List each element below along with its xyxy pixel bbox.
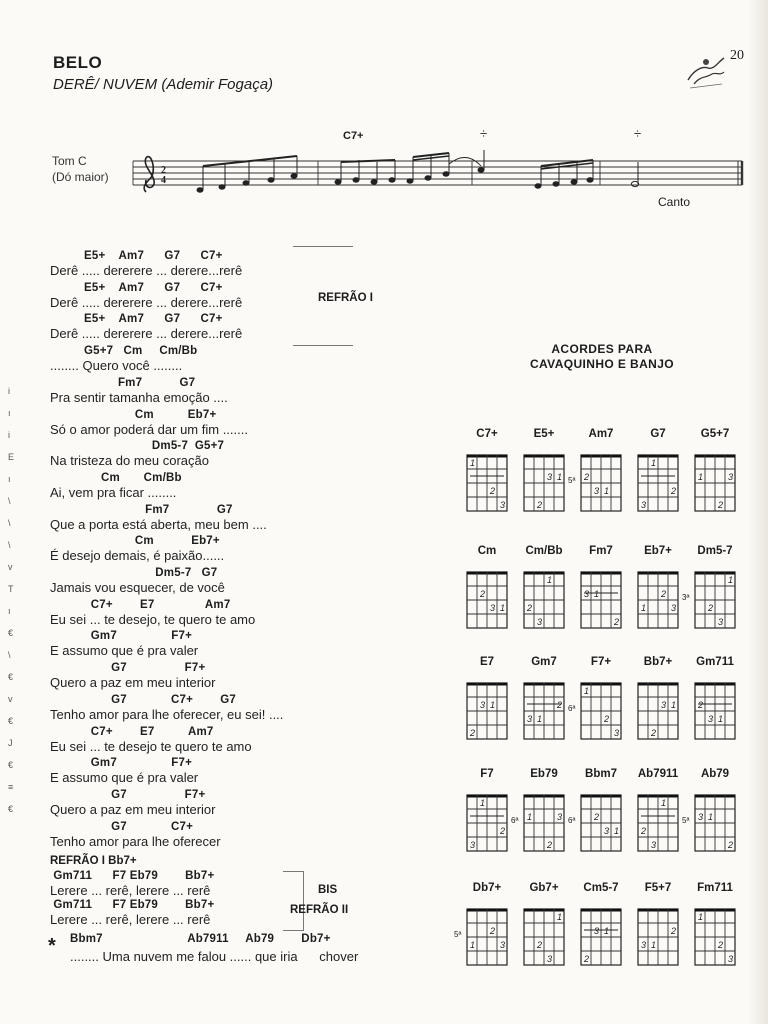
svg-text:1: 1 xyxy=(614,826,620,836)
svg-text:3: 3 xyxy=(708,714,714,724)
chord-name: F7+ xyxy=(590,656,612,668)
svg-text:1: 1 xyxy=(547,575,553,585)
lyric-line: Derê ..... dererere ... derere...rerê xyxy=(50,294,243,310)
svg-text:1: 1 xyxy=(470,458,476,468)
chord-name: G7 xyxy=(650,428,666,440)
svg-text:3: 3 xyxy=(584,589,590,599)
final-lyric-line: ........ Uma nuvem me falou ...... que iria chover xyxy=(70,949,359,964)
lyric-line: Quero a paz em meu interior xyxy=(50,801,216,817)
svg-text:3: 3 xyxy=(651,840,657,850)
svg-text:3: 3 xyxy=(500,500,506,510)
svg-text:3: 3 xyxy=(490,603,496,613)
lyric-line: Tenho amor para lhe oferecer, eu sei! .... xyxy=(50,706,284,722)
chord-name: F7 xyxy=(480,768,494,780)
lyric-line: Eu sei ... te desejo te quero te amo xyxy=(50,738,252,754)
svg-text:2: 2 xyxy=(671,926,677,936)
repeat-mark-2: ÷ xyxy=(634,126,642,141)
chord-name: G5+7 xyxy=(700,428,730,440)
lyric-line: Eu sei ... te desejo, te quero te amo xyxy=(50,611,256,627)
refrain-bracket-top xyxy=(293,246,353,247)
svg-text:2: 2 xyxy=(537,940,543,950)
svg-text:3: 3 xyxy=(594,926,600,936)
chord-line: Dm5-7 G7 xyxy=(84,567,218,579)
chord-name: Cm5-7 xyxy=(583,882,619,894)
lyric-line: Que a porta está aberta, meu bem .... xyxy=(50,516,267,532)
svg-text:1: 1 xyxy=(698,912,704,922)
chord-name: E7 xyxy=(479,656,495,668)
music-staff xyxy=(0,0,768,240)
chord-line: G7 F7+ xyxy=(84,662,206,675)
lyric-line: Derê ..... dererere ... derere...rerê xyxy=(50,326,243,342)
svg-text:1: 1 xyxy=(671,700,677,710)
svg-text:1: 1 xyxy=(527,812,533,822)
svg-text:3: 3 xyxy=(671,603,677,613)
chord-line: G5+7 Cm Cm/Bb xyxy=(84,345,198,358)
chord-diagram xyxy=(523,794,565,854)
svg-text:1: 1 xyxy=(641,603,647,613)
chord-line: C7+ E7 Am7 xyxy=(84,598,231,611)
svg-text:2: 2 xyxy=(547,840,553,850)
chord-name: Dm5-7 xyxy=(697,545,733,557)
lyric-line: Quero a paz em meu interior xyxy=(50,675,216,691)
chord-diagram xyxy=(637,571,679,631)
chord-name: Gb7+ xyxy=(529,882,559,894)
chord-diagram xyxy=(580,794,622,854)
chord-line: Cm Eb7+ xyxy=(84,535,220,548)
svg-text:1: 1 xyxy=(490,700,496,710)
fret-marker: 6ª xyxy=(568,704,576,713)
chord-diagram xyxy=(637,682,679,742)
svg-text:3: 3 xyxy=(661,700,667,710)
svg-text:3: 3 xyxy=(537,617,543,627)
svg-text:2: 2 xyxy=(718,940,724,950)
chord-name: Ab79 xyxy=(700,768,730,780)
lyric-line: Derê ..... dererere ... derere...rerê xyxy=(50,263,243,278)
chord-line: Gm7 F7+ xyxy=(84,757,193,770)
svg-text:2: 2 xyxy=(708,603,714,613)
lyric-line: Tenho amor para lhe oferecer xyxy=(50,833,221,849)
star-marker: * xyxy=(48,935,56,957)
lyric-line: Pra sentir tamanha emoção .... xyxy=(50,389,228,405)
svg-text:2: 2 xyxy=(671,486,677,496)
refrain-lyric-line: Lerere ... rerê, lerere ... rerê xyxy=(50,883,211,898)
refrao-2-label: REFRÃO II xyxy=(290,904,349,916)
svg-text:1: 1 xyxy=(651,940,657,950)
svg-text:2: 2 xyxy=(537,500,543,510)
ornament-icon xyxy=(684,50,728,90)
fret-marker: 6ª xyxy=(511,816,519,825)
svg-text:2: 2 xyxy=(490,926,496,936)
svg-text:1: 1 xyxy=(604,486,610,496)
svg-text:3: 3 xyxy=(547,954,553,964)
refrao-1-inline-text: REFRÃO I xyxy=(50,855,105,867)
chord-chart-title-1: ACORDES PARA xyxy=(551,342,653,356)
chord-diagram xyxy=(466,571,508,631)
chord-diagram xyxy=(523,682,565,742)
chord-line: C7+ E7 Am7 xyxy=(84,725,214,738)
chord-diagram xyxy=(694,454,736,514)
chord-line: E5+ Am7 G7 C7+ xyxy=(84,250,223,262)
lyric-line: Jamais vou esquecer, de você xyxy=(50,580,225,595)
svg-text:2: 2 xyxy=(490,486,496,496)
svg-text:2: 2 xyxy=(718,500,724,510)
svg-text:3: 3 xyxy=(641,500,647,510)
svg-text:1: 1 xyxy=(661,798,667,808)
refrao-1-inline xyxy=(50,855,137,867)
chord-line: Fm7 G7 xyxy=(84,376,196,389)
margin-marks: i ı i E ı \ \ \ v T ı € \ € v € J € ≡ € xyxy=(8,386,15,814)
fret-marker: 5ª xyxy=(682,816,690,825)
svg-text:3: 3 xyxy=(500,940,506,950)
svg-text:3: 3 xyxy=(480,700,486,710)
key-line-2: (Dó maior) xyxy=(52,170,109,184)
svg-text:2: 2 xyxy=(651,728,657,738)
svg-text:2: 2 xyxy=(641,826,647,836)
svg-text:3: 3 xyxy=(728,954,734,964)
fret-marker: 5ª xyxy=(568,476,576,485)
svg-text:3: 3 xyxy=(594,486,600,496)
chord-name: Eb79 xyxy=(530,768,558,780)
svg-text:2: 2 xyxy=(470,728,476,738)
chord-line: G7 C7+ xyxy=(84,820,194,833)
svg-text:3: 3 xyxy=(614,728,620,738)
refrao-1-label: REFRÃO I xyxy=(318,292,373,304)
svg-text:1: 1 xyxy=(708,812,714,822)
song-subtitle: DERÊ/ NUVEM (Ademir Fogaça) xyxy=(53,76,274,93)
svg-text:2: 2 xyxy=(614,617,620,627)
svg-text:3: 3 xyxy=(527,714,533,724)
chord-line: G7 F7+ xyxy=(84,788,206,801)
chord-name: Ab7911 xyxy=(637,768,679,780)
chord-diagram xyxy=(523,454,565,514)
page-edge xyxy=(748,0,768,1024)
refrain-lyric-line: Lerere ... rerê, lerere ... rerê xyxy=(50,912,211,927)
svg-text:1: 1 xyxy=(480,798,486,808)
chord-line: Dm5-7 G5+7 xyxy=(84,440,225,453)
svg-text:3: 3 xyxy=(547,472,553,482)
svg-text:1: 1 xyxy=(537,714,543,724)
chord-diagram xyxy=(466,454,508,514)
svg-text:2: 2 xyxy=(527,603,533,613)
fret-marker: 3ª xyxy=(682,593,690,602)
chord-diagram xyxy=(694,908,736,968)
chord-diagram xyxy=(637,794,679,854)
svg-text:1: 1 xyxy=(594,589,600,599)
chord-diagram xyxy=(466,908,508,968)
chord-diagram xyxy=(580,571,622,631)
chord-diagram xyxy=(694,682,736,742)
chord-diagram xyxy=(523,908,565,968)
bis-label: BIS xyxy=(318,884,338,896)
chord-line: Gm7 F7+ xyxy=(84,630,193,643)
final-chord-line: Bbm7 Ab7911 Ab79 Db7+ xyxy=(70,933,331,945)
fret-marker: 6ª xyxy=(568,816,576,825)
bis-bracket xyxy=(283,871,304,931)
chord-name: Eb7+ xyxy=(644,545,672,557)
svg-text:2: 2 xyxy=(584,954,590,964)
key-line-1: Tom C xyxy=(52,154,87,168)
svg-text:1: 1 xyxy=(718,714,724,724)
svg-text:3: 3 xyxy=(698,812,704,822)
refrain-bracket-bottom xyxy=(293,345,353,346)
chord-diagram xyxy=(637,908,679,968)
chord-diagram xyxy=(580,908,622,968)
chord-diagram xyxy=(466,794,508,854)
lyric-line: Só o amor poderá dar um fim ....... xyxy=(50,421,248,437)
chord-diagram xyxy=(580,682,622,742)
fret-marker: 5ª xyxy=(454,930,462,939)
svg-text:3: 3 xyxy=(718,617,724,627)
chord-name: Cm/Bb xyxy=(525,545,563,557)
chord-name: Gm7 xyxy=(531,656,557,668)
chord-diagram xyxy=(694,571,736,631)
chord-name: Bb7+ xyxy=(643,656,673,668)
svg-text:1: 1 xyxy=(728,575,734,585)
svg-text:1: 1 xyxy=(557,472,563,482)
svg-text:3: 3 xyxy=(641,940,647,950)
svg-text:2: 2 xyxy=(500,826,506,836)
refrain-chord-line: Gm711 F7 Eb79 Bb7+ xyxy=(50,899,215,911)
lyric-line: Ai, vem pra ficar ........ xyxy=(50,484,177,500)
lyric-line: E assumo que é pra valer xyxy=(50,643,199,659)
lyric-line: É desejo demais, é paixão...... xyxy=(50,548,225,564)
svg-text:1: 1 xyxy=(584,686,590,696)
chord-name: F5+7 xyxy=(644,882,672,894)
canto-label: Canto xyxy=(658,195,691,209)
svg-text:2: 2 xyxy=(604,714,610,724)
chord-line: Fm7 G7 xyxy=(84,503,233,516)
chord-name: Cm xyxy=(477,545,497,557)
svg-text:1: 1 xyxy=(470,940,476,950)
svg-text:2: 2 xyxy=(728,840,734,850)
chord-name: Db7+ xyxy=(472,882,502,894)
chord-name: Am7 xyxy=(588,428,614,440)
chord-diagram xyxy=(580,454,622,514)
chord-chart-title xyxy=(502,342,702,372)
chord-name: Fm7 xyxy=(589,545,613,557)
chord-diagram xyxy=(637,454,679,514)
svg-text:1: 1 xyxy=(604,926,610,936)
svg-text:3: 3 xyxy=(604,826,610,836)
staff-chord-label: C7+ xyxy=(343,130,364,142)
key-label xyxy=(52,153,109,185)
chord-name: Bbm7 xyxy=(585,768,617,780)
chord-diagram xyxy=(466,682,508,742)
svg-text:2: 2 xyxy=(698,700,704,710)
chord-line: E5+ Am7 G7 C7+ xyxy=(84,281,223,294)
svg-text:1: 1 xyxy=(557,912,563,922)
lyric-line: E assumo que é pra valer xyxy=(50,770,199,786)
svg-text:1: 1 xyxy=(500,603,506,613)
chord-diagram xyxy=(694,794,736,854)
chord-chart-title-2: CAVAQUINHO E BANJO xyxy=(529,357,675,371)
lyric-line: Na tristeza do meu coração xyxy=(50,453,209,469)
chord-diagram xyxy=(523,571,565,631)
svg-text:2: 2 xyxy=(480,589,486,599)
chord-line: Cm Cm/Bb xyxy=(84,471,182,484)
svg-text:2: 2 xyxy=(661,589,667,599)
lyric-line: ........ Quero você ........ xyxy=(50,358,183,374)
svg-text:2: 2 xyxy=(584,472,590,482)
svg-text:3: 3 xyxy=(728,472,734,482)
svg-text:2: 2 xyxy=(557,700,563,710)
svg-text:2: 2 xyxy=(594,812,600,822)
refrain-chord-line: Gm711 F7 Eb79 Bb7+ xyxy=(50,870,215,882)
svg-text:4: 4 xyxy=(161,175,166,186)
chord-name: Fm711 xyxy=(697,882,733,894)
svg-text:3: 3 xyxy=(470,840,476,850)
refrao-1-chord: Bb7+ xyxy=(108,855,137,867)
chord-line: Cm Eb7+ xyxy=(84,408,217,421)
page-number: 20 xyxy=(730,48,744,63)
chord-name: C7+ xyxy=(476,428,498,440)
svg-text:2: 2 xyxy=(161,165,166,176)
chord-line: E5+ Am7 G7 C7+ xyxy=(84,313,223,326)
chord-name: Gm711 xyxy=(696,656,734,668)
svg-text:3: 3 xyxy=(557,812,563,822)
chord-name: E5+ xyxy=(533,428,555,440)
svg-text:1: 1 xyxy=(651,458,657,468)
svg-text:1: 1 xyxy=(698,472,704,482)
repeat-mark-1: ÷ xyxy=(480,126,488,141)
chord-line: G7 C7+ G7 xyxy=(84,693,236,706)
artist-title: BELO xyxy=(53,53,103,72)
